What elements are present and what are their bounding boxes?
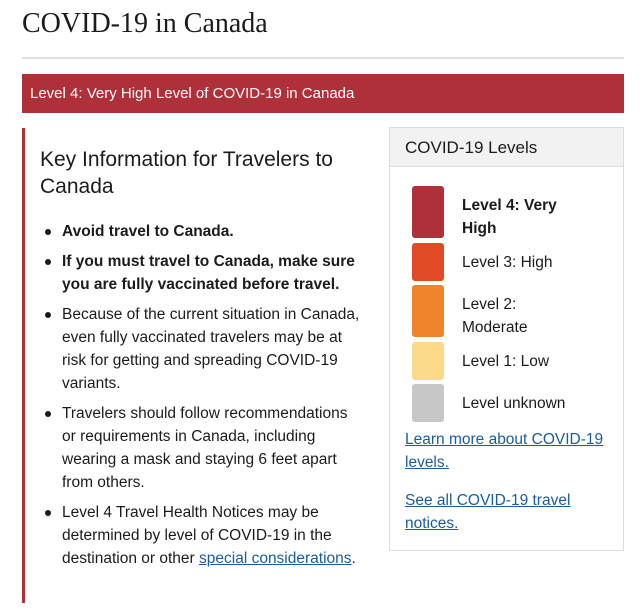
level-banner: Level 4: Very High Level of COVID-19 in Canada	[22, 74, 624, 113]
level-4-swatch	[412, 186, 444, 238]
see-all-notices-link[interactable]: See all COVID-19 travel notices.	[405, 492, 571, 532]
bullet-icon	[45, 411, 51, 417]
level-1-swatch	[412, 342, 444, 380]
covid-levels-panel	[389, 127, 624, 551]
list-item-text: Avoid travel to Canada.	[62, 223, 234, 240]
covid-levels-title: COVID-19 Levels	[390, 128, 623, 167]
level-1-label: Level 1: Low	[462, 353, 550, 370]
level-4-label: Level 4: Very High	[462, 197, 557, 237]
key-information-heading: Key Information for Travelers to Canada	[40, 148, 333, 198]
level-2-label: Level 2: Moderate	[462, 296, 528, 336]
special-considerations-link[interactable]: special considerations	[199, 550, 352, 567]
level-2-swatch	[412, 285, 444, 337]
level-3-swatch	[412, 243, 444, 281]
list-item	[40, 220, 362, 243]
list-item-text: Travelers should follow recommendations or requirements in Canada, including wearing a mask and staying 6 feet apart from others.	[62, 405, 348, 491]
list-item-text-before: Level 4 Travel Health Notices may be determined by level of COVID-19 in the destination or other	[62, 504, 332, 567]
list-item-text: If you must travel to Canada, make sure you are fully vaccinated before travel.	[62, 253, 355, 293]
level-unknown-label: Level unknown	[462, 395, 566, 412]
list-item	[40, 250, 362, 296]
page-title: COVID-19 in Canada	[22, 8, 268, 39]
bullet-icon	[45, 312, 51, 318]
list-item	[40, 402, 362, 494]
level-3-label: Level 3: High	[462, 254, 553, 271]
level-unknown-swatch	[412, 384, 444, 422]
key-information-box	[22, 128, 370, 603]
key-information-list	[40, 220, 370, 570]
list-item-text: Because of the current situation in Canada, even fully vaccinated travelers may be at risk for getting and spreading COVID-19 variants.	[62, 306, 360, 392]
list-item	[40, 501, 362, 570]
list-item-text-after: .	[351, 550, 356, 567]
bullet-icon	[45, 510, 51, 516]
bullet-icon	[45, 229, 51, 235]
learn-more-levels-link[interactable]: Learn more about COVID-19 levels.	[405, 431, 604, 471]
bullet-icon	[45, 259, 51, 265]
list-item	[40, 303, 362, 395]
title-divider	[22, 57, 624, 59]
